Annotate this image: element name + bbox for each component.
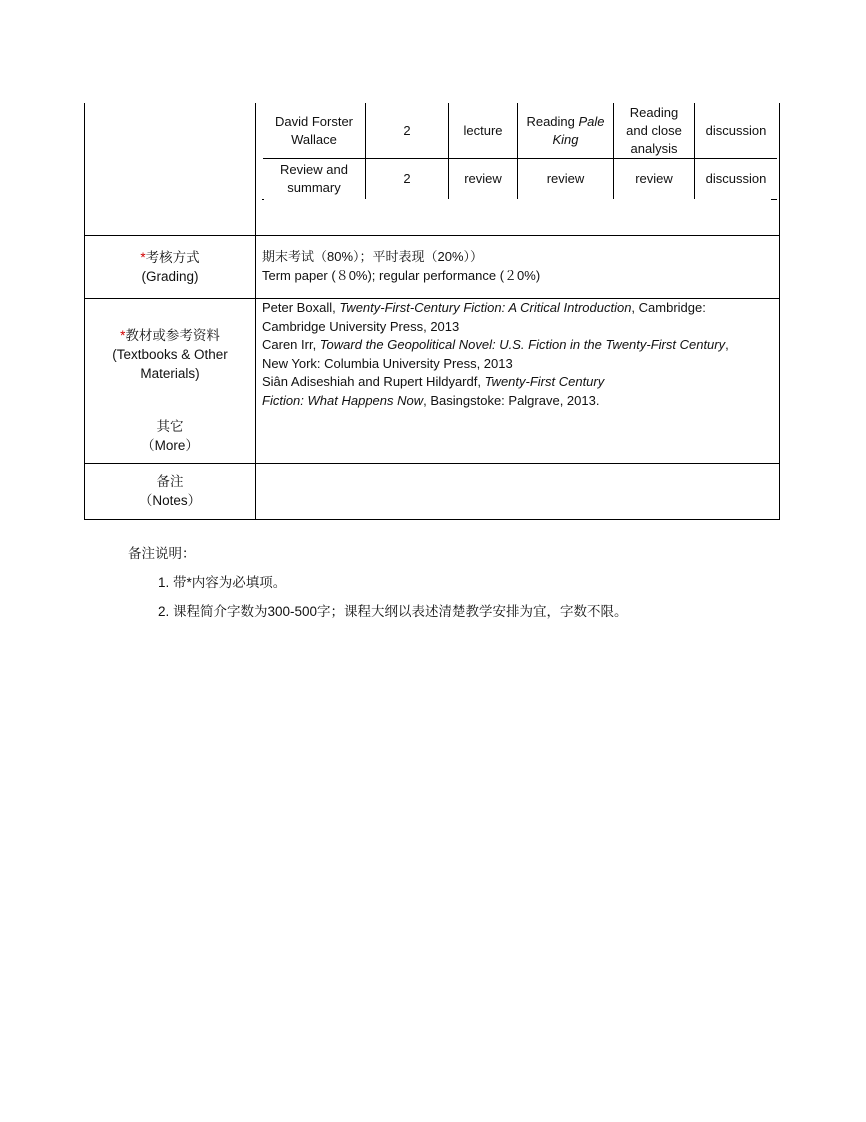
- schedule-method-cell: [449, 159, 517, 199]
- table-right-border: [779, 103, 780, 520]
- topic-line: David Forster: [274, 113, 354, 129]
- assignment-line: Reading: [629, 104, 679, 120]
- ref-text: Peter Boxall,: [262, 300, 340, 315]
- reference-line: [262, 336, 777, 355]
- ref-title: Twenty-First Century: [484, 374, 605, 389]
- topic-line: Wallace: [291, 131, 337, 147]
- ref-text: Cambridge University Press, 2013: [262, 318, 460, 334]
- schedule-assignment-cell: [614, 159, 694, 199]
- schedule-assessment-cell: [695, 103, 777, 158]
- reference-line: [262, 299, 777, 318]
- topic-line: Review and: [280, 162, 348, 177]
- footnotes-title: 备注说明：: [128, 546, 196, 561]
- table-bottom-border: [84, 519, 780, 520]
- table-left-border: [84, 103, 85, 520]
- schedule-fragment: [262, 199, 264, 200]
- more-label: [85, 417, 255, 455]
- required-marker: *: [140, 250, 146, 265]
- content-title: Pale: [578, 113, 605, 129]
- grading-line-en: Term paper (８0%); regular performance (２0%): [262, 267, 541, 283]
- schedule-fragment: [771, 199, 777, 200]
- more-label-en: （More）: [141, 438, 199, 453]
- schedule-hours-cell: [366, 103, 448, 158]
- reference-line: [262, 392, 777, 411]
- label-column-divider: [255, 103, 256, 520]
- schedule-method-cell: [449, 103, 517, 158]
- materials-label-cn: 教材或参考资料: [125, 328, 220, 343]
- grading-label-cn-line: [140, 248, 199, 267]
- hours-value: 2: [403, 122, 411, 138]
- assessment-value: discussion: [705, 171, 767, 186]
- materials-label-en: (Textbooks & Other: [112, 347, 228, 362]
- schedule-assignment-cell: [614, 103, 694, 158]
- more-label-cn: 其它: [156, 419, 184, 434]
- assignment-value: review: [635, 171, 673, 186]
- assignment-line: and close: [626, 122, 682, 138]
- content-line: [526, 113, 604, 131]
- ref-text: , Basingstoke: Palgrave, 2013.: [423, 392, 600, 408]
- required-marker: *: [120, 328, 126, 343]
- grading-content: [262, 248, 772, 285]
- schedule-content-cell: [518, 103, 613, 158]
- schedule-hours-cell: [366, 159, 448, 199]
- notes-label: [85, 472, 255, 510]
- ref-title: Twenty-First-Century Fiction: A Critical Introduction: [339, 300, 632, 315]
- ref-title: Toward the Geopolitical Novel: U.S. Fiction in the Twenty-First Century: [319, 337, 726, 352]
- method-value: review: [464, 171, 502, 186]
- ref-text: New York: Columbia University Press, 2013: [262, 355, 513, 371]
- materials-content: [262, 299, 777, 410]
- reference-line: [262, 355, 777, 374]
- ref-text: Caren Irr,: [262, 337, 320, 352]
- row-divider: [84, 235, 780, 236]
- materials-label: [85, 326, 255, 383]
- ref-text: Siân Adiseshiah and Rupert Hildyardf,: [262, 374, 485, 389]
- reference-line: [262, 373, 777, 392]
- materials-label-en: Materials): [140, 366, 200, 381]
- topic-line: summary: [287, 180, 341, 195]
- footnote-item: 2. 课程简介字数为300-500字；课程大纲以表述清楚教学安排为宜，字数不限。: [158, 604, 628, 619]
- schedule-topic-cell: [263, 103, 365, 158]
- method-value: lecture: [463, 122, 503, 138]
- ref-text: , Cambridge:: [631, 300, 706, 315]
- grading-label: [85, 248, 255, 286]
- grading-label-en: (Grading): [141, 269, 199, 284]
- schedule-content-cell: [518, 159, 613, 199]
- row-divider: [84, 463, 780, 464]
- assessment-value: discussion: [705, 122, 767, 138]
- content-text: review: [546, 171, 585, 186]
- materials-label-cn-line: [120, 326, 220, 345]
- hours-value: 2: [403, 171, 411, 186]
- content-title: King: [552, 131, 579, 147]
- notes-label-cn: 备注: [156, 474, 184, 489]
- content-text: Reading: [526, 113, 579, 129]
- footnote-item: 1. 带*内容为必填项。: [158, 575, 287, 590]
- grading-line-cn: 期末考试（80%）；平时表现（20%））: [262, 249, 484, 264]
- assignment-line: analysis: [630, 140, 678, 156]
- ref-title: Fiction: What Happens Now: [262, 392, 424, 408]
- grading-label-cn: 考核方式: [145, 250, 200, 265]
- ref-text: ,: [725, 337, 729, 352]
- schedule-topic-cell: [263, 159, 365, 199]
- notes-label-en: （Notes）: [138, 493, 202, 508]
- reference-line: [262, 318, 777, 337]
- schedule-assessment-cell: [695, 159, 777, 199]
